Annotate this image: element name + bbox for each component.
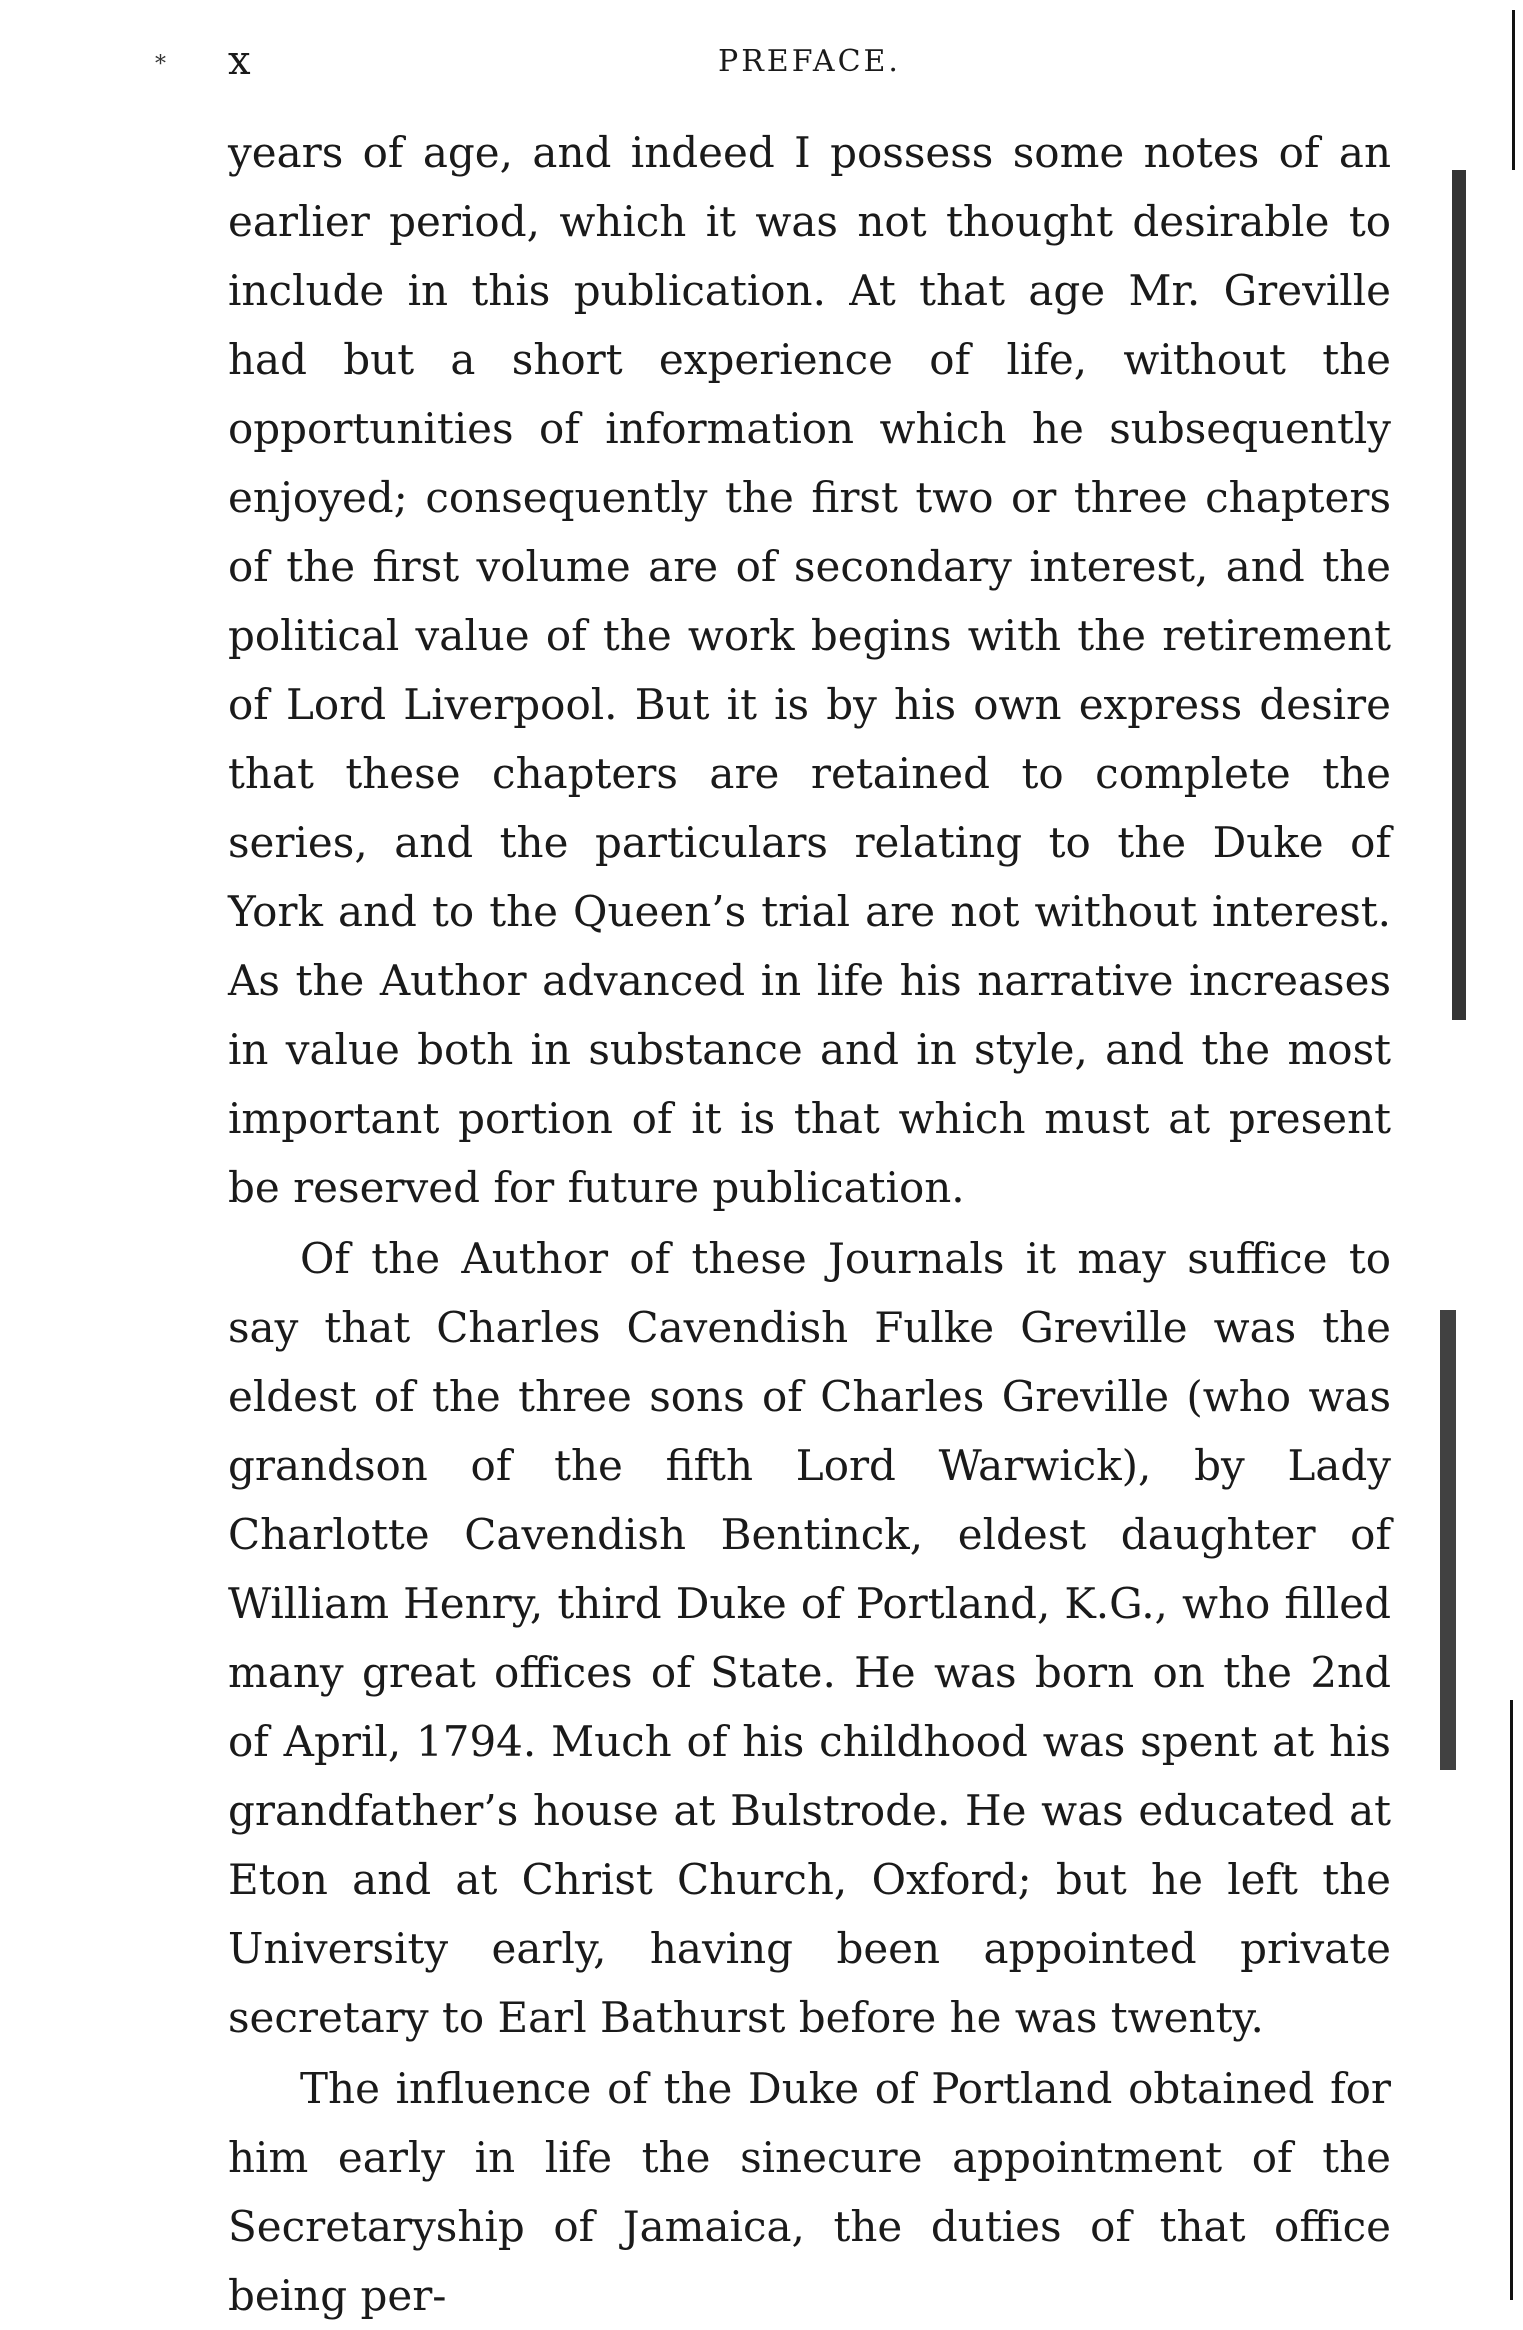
running-title: PREFACE. — [718, 44, 901, 79]
scan-edge-line-lower — [1510, 1700, 1513, 2300]
body-text — [228, 118, 1391, 2330]
page-number: x — [228, 38, 252, 84]
paragraph-sinecure-appointment: The influence of the Duke of Portland obtained for him early in life the sinecure appointment of the Secretaryship of Jamaica, the duties of that office being per- — [228, 2064, 1391, 2320]
scan-edge-middle — [1440, 1310, 1456, 1770]
paragraph-continuation: years of age, and indeed I possess some notes of an earlier period, which it was not thought desirable to include in this publication. At that age Mr. Greville had but a short experience of life, without the opportunities of information which he subsequently enjoyed; consequently the first two or three chapters of the first volume are of secondary interest, and the political value of the work begins with the retirement of Lord Liverpool. But it is by his own express desire that these chapters are retained to complete the series, and the particulars relating to the Duke of York and to the Queen’s trial are not without interest. As the Author advanced in life his narrative increases in value both in substance and in style, and the most important portion of it is that which must at present be reserved for future publication. — [228, 128, 1391, 1212]
page-header — [228, 38, 1391, 98]
paragraph-author-biography: Of the Author of these Journals it may suffice to say that Charles Cavendish Fulke Greville was the eldest of the three sons of Charles Greville (who was grandson of the fifth Lord Warwick), by Lady Charlotte Cavendish Bentinck, eldest daughter of William Henry, third Duke of Portland, K.G., who filled many great offices of State. He was born on the 2nd of April, 1794. Much of his childhood was spent at his grandfather’s house at Bulstrode. He was educated at Eton and at Christ Church, Oxford; but he left the University early, having been appointed private secretary to Earl Bathurst before he was twenty. — [228, 1234, 1391, 2042]
margin-mark: * — [155, 52, 166, 77]
scan-edge-top — [1452, 170, 1466, 1020]
scan-edge-line-top — [1512, 10, 1515, 170]
